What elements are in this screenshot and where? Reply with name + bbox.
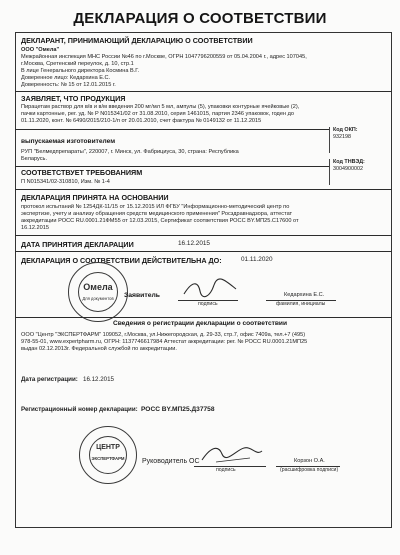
tnved-value: 3004900002 [333,165,363,172]
registration-date-value: 16.12.2015 [83,376,114,383]
requirements-header: СООТВЕТСТВУЕТ ТРЕБОВАНИЯМ [21,168,143,177]
product-header: ЗАЯВЛЯЕТ, ЧТО ПРОДУКЦИЯ [21,94,126,103]
basis-line: 16.12.2015 [21,225,49,231]
accepted-label: ДАТА ПРИНЯТИЯ ДЕКЛАРАЦИИ [21,240,134,249]
head-name: Корзон О.А. [294,458,325,464]
tnved-label: Код ТНВЭД: [333,159,365,165]
head-name-caption: (расшифровка подписи) [280,467,339,473]
registration-header: Сведения о регистрации декларации о соответствии [112,320,288,327]
registration-line: выдан 02.12.2013г. Федеральной службой по аккредитации. [21,346,177,352]
okp-value: 932198 [333,133,351,140]
applicant-signature [180,277,240,299]
valid-until-label: ДЕКЛАРАЦИЯ О СООТВЕТСТВИИ ДЕЙСТВИТЕЛЬНА ДО: [21,256,222,265]
signer-label: Заявитель [124,292,160,299]
okp-code-box [329,127,391,153]
okp-label: Код ОКП: [333,127,358,133]
signer-name: Кедархина Е.С. [284,292,325,298]
manufacturer-header: выпускаемая изготовителем [21,138,116,145]
stamp2-title: ЦЕНТР [96,444,120,451]
company-stamp [68,262,128,322]
applicant-name: ООО "Омела" [21,47,60,53]
divider [15,317,392,318]
applicant-line: Доверенное лицо: Кедархина Е.С. [21,75,111,81]
valid-until-date: 01.11.2020 [241,256,273,263]
stamp-inner-ring [78,272,118,312]
head-label: Руководитель ОС [142,458,200,465]
registration-date-label: Дата регистрации: [21,376,78,383]
divider [15,166,329,167]
divider [15,235,392,236]
stamp-inner-ring [89,436,127,474]
stamp-company-name: Омела [83,282,113,292]
registration-number-value: РОСС BY.МП25.Д37758 [141,406,215,413]
head-signature [196,442,266,466]
document-title: ДЕКЛАРАЦИЯ О СООТВЕТСТВИИ [73,10,327,27]
head-signature-caption: подпись [216,467,236,473]
divider [15,251,392,252]
requirements-line: П N015341/02-310810, Изм. № 1-4 [21,179,110,185]
basis-line: аккредитации РОСС RU.0001.21ФМ55 от 12.03.2015, Сертификат соответствия РОСС BY.МП25.С17600 от [21,218,299,224]
product-line: пачки картонные, рег. уд. № Р N015341/02 от 31.08.2010, серия 1461015, партия 2346 упаковок, годен до [21,111,294,117]
tnved-code-box [329,159,391,185]
signature-caption: подпись [198,301,218,307]
divider [15,129,329,130]
basis-line: протокол испытаний № 1254ДК-11/15 от 15.12.2015 ИЛ ФГБУ "Информационно-методический центр по [21,204,290,210]
product-line: 01.11.2020, конт. № 6490/2015/210-1/п от 20.01.2010, счет фактура № 0149132 от 11.12.2015 [21,118,262,124]
divider [15,91,392,92]
stamp-subtext: Для документов [82,296,114,301]
basis-header: ДЕКЛАРАЦИЯ ПРИНЯТА НА ОСНОВАНИИ [21,193,169,202]
stamp2-subtext: ЭКСПЕРТФАРМ [91,456,125,461]
certification-body-stamp [79,426,137,484]
product-line: Пирацетам раствор для в/в и в/м введения 200 мг/мл 5 мл, ампулы (5), упаковки контурные ячейковые (2), [21,104,300,110]
manufacturer-line: РУП "Белмедпрепараты", 220007, г. Минск, ул. Фабрициуса, 30, страна: Республика [21,149,239,155]
accepted-date: 16.12.2015 [178,240,210,247]
registration-number-label: Регистрационный номер декларации: [21,406,138,413]
registration-line: ООО "Центр "ЭКСПЕРТФАРМ" 109052, г.Москва, ул.Нижегородская, д. 29-33, стр.7, офис 7409а, тел.+7 (495) [21,332,306,338]
divider [15,189,392,190]
manufacturer-line: Беларусь. [21,156,48,162]
registration-line: 978-55-01, www.expertpharm.ru, ОГРН: 1137746617984 Аттестат аккредитации: рег. № РОСС RU.0001.21МП25 [21,339,308,345]
applicant-line: г.Москва, Сретенский переулок, д. 10, стр.1 [21,61,134,67]
basis-line: экспертизе, учету и анализу обращения средств медицинского применения" Росздравнадзора, аттестат [21,211,293,217]
applicant-line: В лице Генерального директора Космина В.Г. [21,68,140,74]
applicant-line: Доверенность: № 15 от 12.01.2015 г. [21,82,116,88]
applicant-line: Межрайонная инспекция МНС России №46 по г.Москве, ОГРН 1047796200559 от 05.04.2004 г., адрес 107045, [21,54,307,60]
applicant-header: ДЕКЛАРАНТ, ПРИНИМАЮЩИЙ ДЕКЛАРАЦИЮ О СООТВЕТСТВИИ [21,36,253,45]
name-caption: фамилия, инициалы [276,301,326,307]
